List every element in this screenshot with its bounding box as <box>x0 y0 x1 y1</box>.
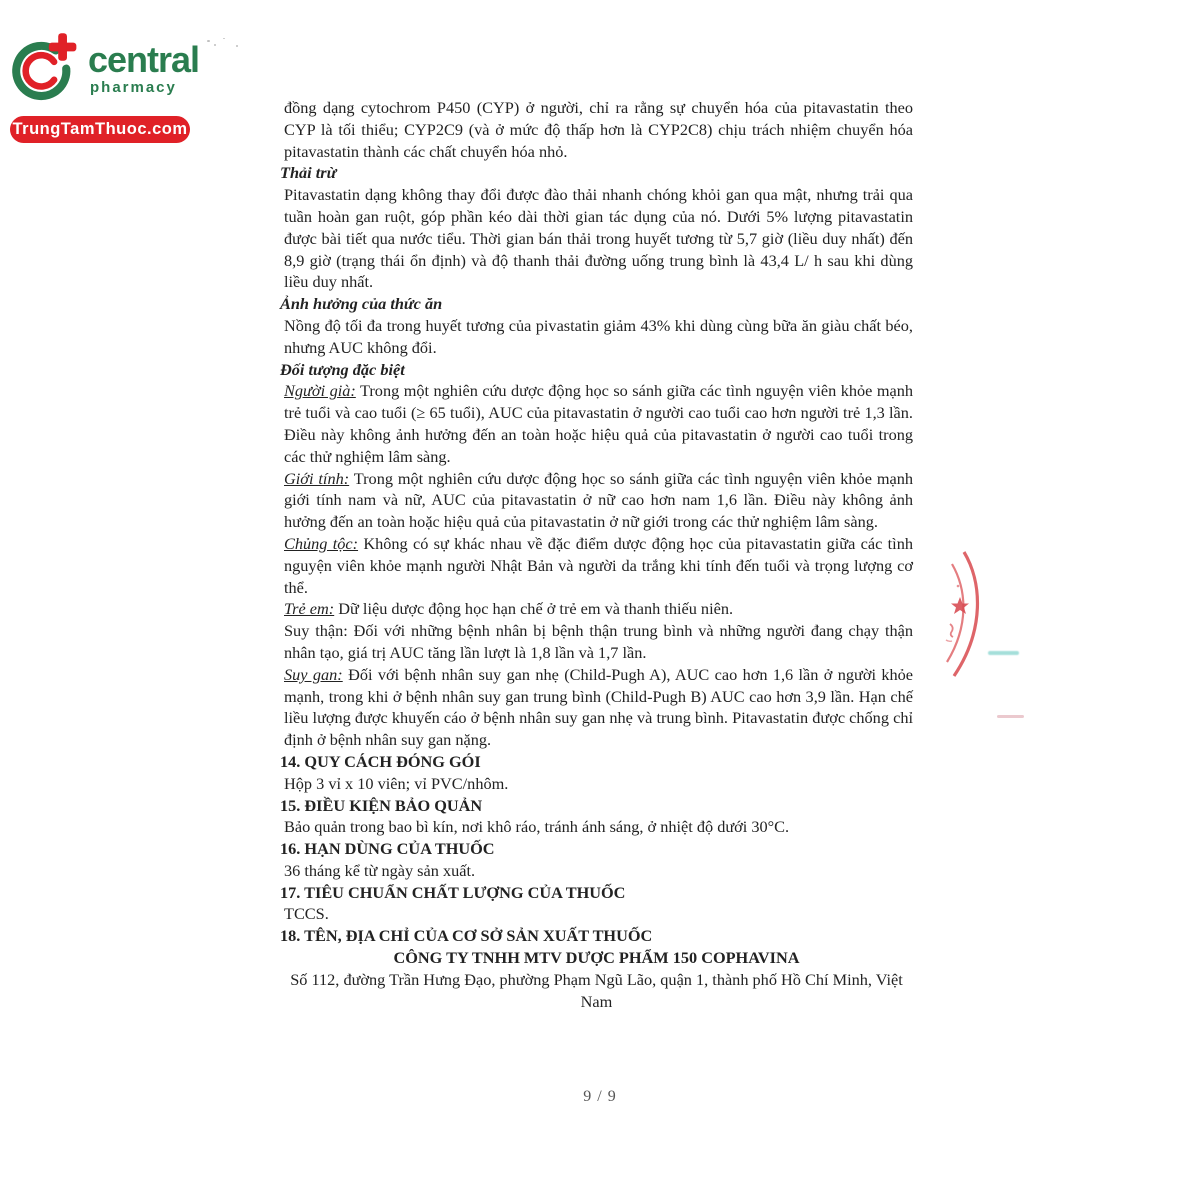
paragraph-quality-standard: TCCS. <box>284 904 329 924</box>
paragraph-gender <box>280 468 913 533</box>
heading-elimination: Thải trừ <box>280 163 337 183</box>
brand-subtitle: pharmacy <box>90 79 177 96</box>
paragraph-packaging: Hộp 3 vỉ x 10 viên; vỉ PVC/nhôm. <box>284 773 509 793</box>
badge-text: TrungTamThuoc.com <box>12 120 188 138</box>
paragraph-race <box>280 533 913 598</box>
scan-speck <box>223 38 225 39</box>
paragraph-shelf-life: 36 tháng kể từ ngày sản xuất. <box>284 860 476 880</box>
trungtamthuoc-badge <box>10 116 190 143</box>
heading-16-shelf-life: 16. HẠN DÙNG CỦA THUỐC <box>280 839 495 859</box>
heading-18-manufacturer: 18. TÊN, ĐỊA CHỈ CỦA CƠ SỞ SẢN XUẤT THUỐC <box>280 926 653 946</box>
paragraph-lead: Chủng tộc: <box>284 533 359 553</box>
paragraph-text: Trong một nghiên cứu dược động học so sánh giữa các tình nguyện viên khỏe mạnh giới tính nam và nữ, AUC của pitavastatin ở nữ cao hơn nam 1,6 lần. Điều này không ảnh hưởng đến an toàn hoặc hiệu quả của pitavastatin ở nữ giới trong các thử nghiệm lâm sàng. <box>284 468 913 532</box>
manufacturer-address: Số 112, đường Trần Hưng Đạo, phường Phạm Ngũ Lão, quận 1, thành phố Hồ Chí Minh, Việt Nam <box>290 969 903 1011</box>
page-number: 9 / 9 <box>583 1088 617 1105</box>
scan-speck <box>207 40 210 42</box>
paragraph-lead: Người già: <box>284 381 356 401</box>
paragraph-elderly <box>280 380 913 467</box>
heading-15-storage: 15. ĐIỀU KIỆN BẢO QUẢN <box>280 795 483 815</box>
paragraph-lead: Trẻ em: <box>284 599 335 619</box>
paragraph-elimination: Pitavastatin dạng không thay đổi được đào thải nhanh chóng khỏi gan qua mật, nhưng trải qua tuần hoàn gan ruột, góp phần kéo dài thời gian tác dụng của nó. Dưới 5% lượng pitavastatin được bài tiết qua nước tiểu. Thời gian bán thải trong huyết tương từ 5,7 giờ (liều duy nhất) đến 8,9 giờ (trạng thái ổn định) và độ thanh thải đường uống trung bình là 43,4 L/ h sau khi dùng liều duy nhất. <box>284 185 913 292</box>
paragraph-children <box>280 598 913 620</box>
paragraph-hepatic <box>280 664 913 751</box>
pink-scan-mark <box>997 715 1024 718</box>
paragraph-text: Dữ liệu dược động học hạn chế ở trẻ em và thanh thiếu niên. <box>338 599 734 619</box>
paragraph-text: Trong một nghiên cứu dược động học so sánh giữa các tình nguyện viên khỏe mạnh trẻ tuổi và cao tuổi (≥ 65 tuổi), AUC của pitavastatin ở người cao tuổi cao hơn người trẻ 1,3 lần. Điều này không ảnh hưởng đến an toàn hoặc hiệu quả của pitavastatin ở người cao tuổi trong các thử nghiệm lâm sàng. <box>284 381 914 466</box>
heading-17-quality-standard: 17. TIÊU CHUẨN CHẤT LƯỢNG CỦA THUỐC <box>280 882 626 902</box>
paragraph-metabolism: đồng dạng cytochrom P450 (CYP) ở người, chỉ ra rằng sự chuyển hóa của pitavastatin theo CYP là tối thiểu; CYP2C9 (và ở mức độ thấp hơn là CYP2C8) chịu trách nhiệm chuyển hóa pitavastatin thành các chất chuyển hóa nhỏ. <box>284 98 913 161</box>
red-stamp-edge-icon <box>938 548 1022 680</box>
heading-14-packaging: 14. QUY CÁCH ĐÓNG GÓI <box>280 751 481 771</box>
paragraph-renal: Suy thận: Đối với những bệnh nhân bị bệnh thận trung bình và những người đang chạy thận nhân tạo, giá trị AUC tăng lần lượt là 1,8 lần và 1,7 lần. <box>284 621 913 662</box>
paragraph-text: Không có sự khác nhau về đặc điểm dược động học của pitavastatin giữa các tình nguyện viên khỏe mạnh người Nhật Bản và người da trắng khi tính đến tuổi và trọng lượng cơ thể. <box>284 533 913 597</box>
paragraph-lead: Suy gan: <box>284 664 343 684</box>
scan-speck <box>236 45 238 47</box>
scan-speck <box>214 44 216 46</box>
paragraph-text: Đối với bệnh nhân suy gan nhẹ (Child-Pugh A), AUC cao hơn 1,6 lần ở người khỏe mạnh, trong khi ở bệnh nhân suy gan trung bình (Child-Pugh B) AUC cao hơn 3,9 lần. Hạn chế liều lượng được khuyến cáo ở bệnh nhân suy gan nhẹ và trung bình. Pitavastatin được chống chỉ định ở bệnh nhân suy gan nặng. <box>284 664 913 750</box>
brand-name: central <box>88 39 200 80</box>
heading-food-effect: Ảnh hưởng của thức ăn <box>280 294 443 314</box>
heading-special-populations: Đối tượng đặc biệt <box>280 359 405 379</box>
teal-scan-mark <box>988 651 1019 655</box>
manufacturer-name: CÔNG TY TNHH MTV DƯỢC PHẨM 150 COPHAVINA <box>393 948 800 968</box>
paragraph-food-effect: Nồng độ tối đa trong huyết tương của pivastatin giảm 43% khi dùng cùng bữa ăn giàu chất béo, nhưng AUC không đổi. <box>284 315 913 357</box>
paragraph-storage: Bảo quản trong bao bì kín, nơi khô ráo, tránh ánh sáng, ở nhiệt độ dưới 30°C. <box>284 817 790 837</box>
central-pharmacy-logo <box>10 28 215 143</box>
document-text-column <box>280 97 913 1012</box>
paragraph-lead: Giới tính: <box>284 468 350 488</box>
pharmacy-c-plus-icon <box>10 28 82 108</box>
